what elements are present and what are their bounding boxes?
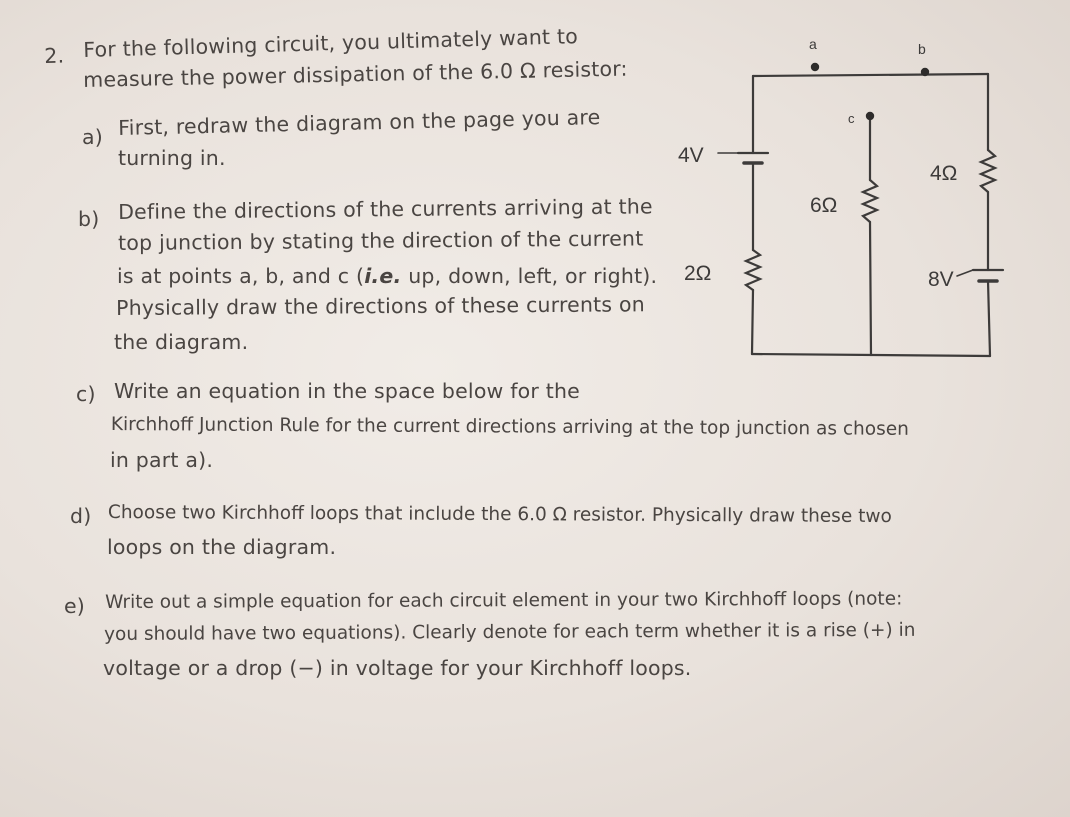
part-d-marker: d) — [70, 504, 92, 528]
point-a-label: a — [809, 36, 817, 52]
part-e-line-2: you should have two equations). Clearly denote for each term whether it is a rise (+) in — [104, 619, 916, 645]
resistor-4-ohm-label: 4Ω — [930, 162, 958, 185]
battery-8v-leader — [957, 270, 973, 276]
middle-wire-lower — [870, 222, 871, 355]
part-b-line-5: the diagram. — [114, 330, 249, 354]
resistor-6-ohm-label: 6Ω — [810, 194, 838, 217]
part-b-marker: b) — [78, 207, 100, 231]
part-e-line-3: voltage or a drop (−) in voltage for your Kirchhoff loops. — [103, 656, 692, 680]
point-a-dot — [811, 63, 819, 71]
part-c-line-1: Write an equation in the space below for the — [114, 379, 580, 403]
part-c-line-3: in part a). — [110, 448, 214, 472]
top-wire — [753, 74, 988, 76]
point-c-dot — [866, 112, 874, 120]
point-b-dot — [921, 68, 929, 76]
point-b-label: b — [918, 41, 926, 57]
part-d-line-2: loops on the diagram. — [107, 535, 337, 559]
question-number: 2. — [44, 43, 65, 68]
intro-line-2: measure the power dissipation of the 6.0 Ω resistor: — [83, 56, 628, 92]
point-c-label: c — [848, 111, 855, 126]
part-c-line-2: Kirchhoff Junction Rule for the current directions arriving at the top junction as chosen — [110, 414, 909, 440]
resistor-2-ohm-label: 2Ω — [684, 262, 712, 285]
part-b-line-4: Physically draw the directions of these currents on — [116, 292, 645, 320]
part-b-line-3: is at points a, b, and c (i.e. up, down, left, or right). — [117, 264, 658, 288]
resistor-4-ohm-zigzag — [981, 150, 995, 192]
intro-line-1: For the following circuit, you ultimately want to — [83, 24, 579, 62]
left-wire-lower — [752, 290, 753, 354]
part-a-line-2: turning in. — [118, 146, 226, 170]
right-wire-lower — [988, 281, 990, 356]
battery-4v-label: 4V — [678, 144, 704, 167]
part-e-line-1: Write out a simple equation for each circuit element in your two Kirchhoff loops (note: — [105, 588, 903, 613]
part-b-line-1: Define the directions of the currents arriving at the — [118, 194, 653, 224]
part-d-line-1: Choose two Kirchhoff loops that include the 6.0 Ω resistor. Physically draw these two — [107, 502, 892, 528]
part-e-marker: e) — [64, 594, 86, 618]
resistor-2-ohm-zigzag — [746, 250, 760, 290]
part-c-marker: c) — [76, 382, 96, 406]
resistor-6-ohm-zigzag — [863, 180, 877, 222]
part-a-marker: a) — [82, 125, 103, 149]
battery-8v-label: 8V — [928, 268, 954, 291]
part-a-line-1: First, redraw the diagram on the page you are — [118, 105, 601, 140]
part-b-line-2: top junction by stating the direction of the current — [118, 226, 644, 255]
